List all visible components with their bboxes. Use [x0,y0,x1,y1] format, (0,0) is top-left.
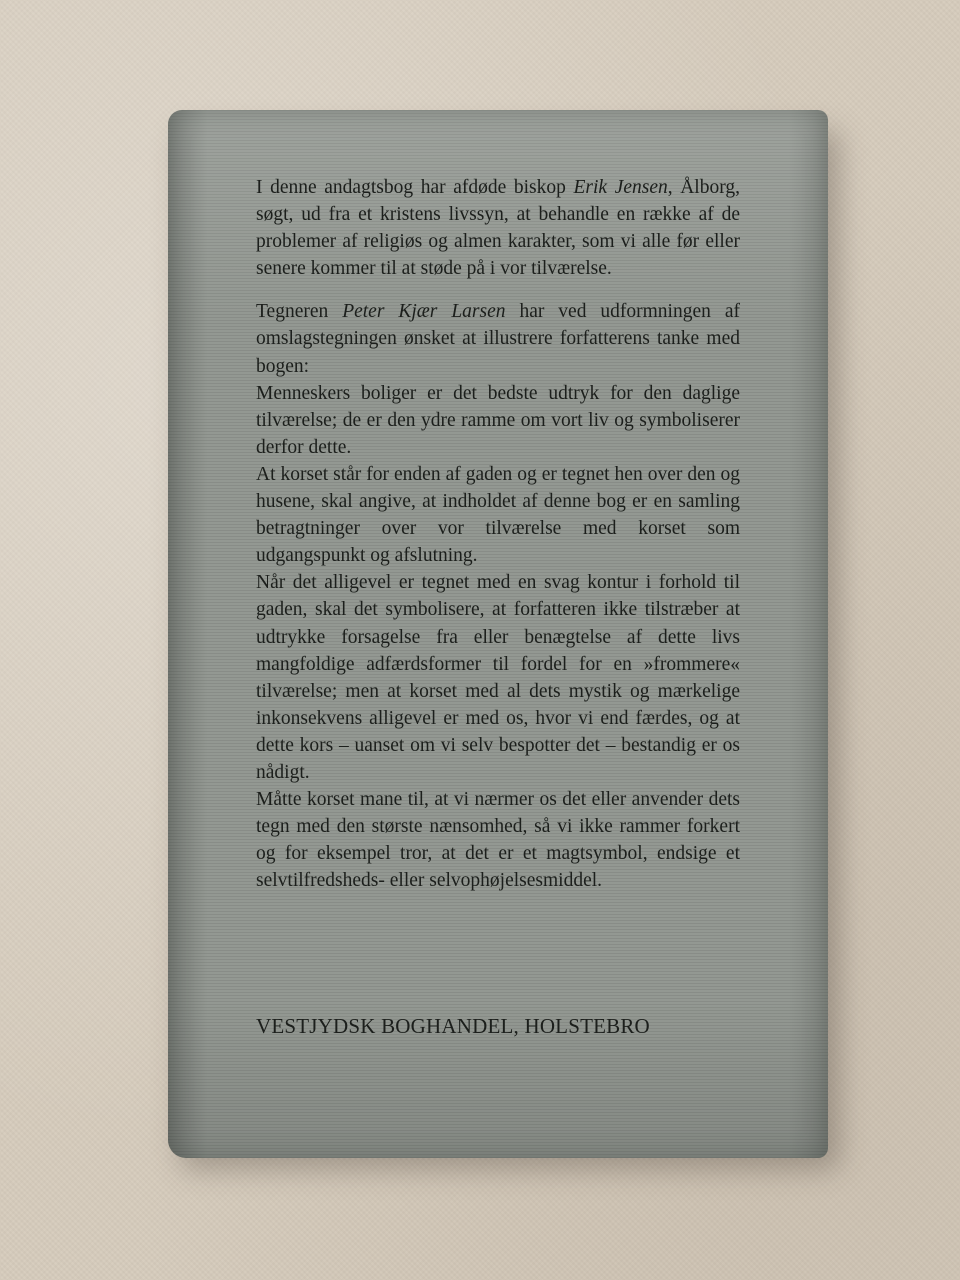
p1-prefix: I denne andagtsbog har afdøde biskop [256,177,574,198]
book-back-cover [168,110,828,1158]
author-name: Erik Jensen [573,177,668,198]
publisher-imprint: VESTJYDSK BOGHANDEL, HOLSTEBRO [256,1014,650,1038]
p2-suffix: har ved udformningen af omslagstegningen ønsket at illustrere forfatterens tanke med bogen: [256,301,740,377]
blurb-paragraph-2 [256,298,740,379]
blurb-paragraph-6: Måtte korset mane til, at vi nærmer os det eller anvender dets tegn med den største nænsomhed, så vi ikke rammer forkert og for eksempel tror, at det er et magtsymbol, endsige et selvtilfredsheds- eller selvophøjelsesmiddel. [256,789,740,892]
illustrator-name: Peter Kjær Larsen [342,301,506,323]
p2-prefix: Tegneren [256,301,343,323]
blurb-paragraph-1 [256,174,740,282]
p1-suffix: , Ålborg, søgt, ud fra et kristens livssyn, at behandle en række af de problemer af religiøs og almen karakter, som vi alle før eller senere kommer til at støde på i vor tilværelse. [256,177,740,280]
blurb-paragraph-3: Menneskers boliger er det bedste udtryk for den daglige tilværelse; de er den ydre ramme om vort liv og symboliserer derfor dette. [256,382,740,458]
blurb-paragraph-5: Når det alligevel er tegnet med en svag kontur i forhold til gaden, skal det symbolisere, at forfatteren ikke tilstræber at udtrykke forsagelse fra eller benægtelse af dette livs mangfoldige adfærdsformer til fordel for en »frommere« tilværelse; men at korset med al dets mystik og mærkelige inkonsekvens alligevel er med os, hvor vi end færdes, og at dette kors – uanset om vi selv bespotter det – bestandig er os nådigt. [256,572,740,783]
blurb-paragraph-4: At korset står for enden af gaden og er tegnet hen over den og husene, skal angive, at indholdet af denne bog er en samling betragtninger over vor tilværelse med korset som udgangspunkt og afslutning. [256,463,740,567]
blurb-text [256,174,740,894]
paragraph-gap [256,282,740,298]
